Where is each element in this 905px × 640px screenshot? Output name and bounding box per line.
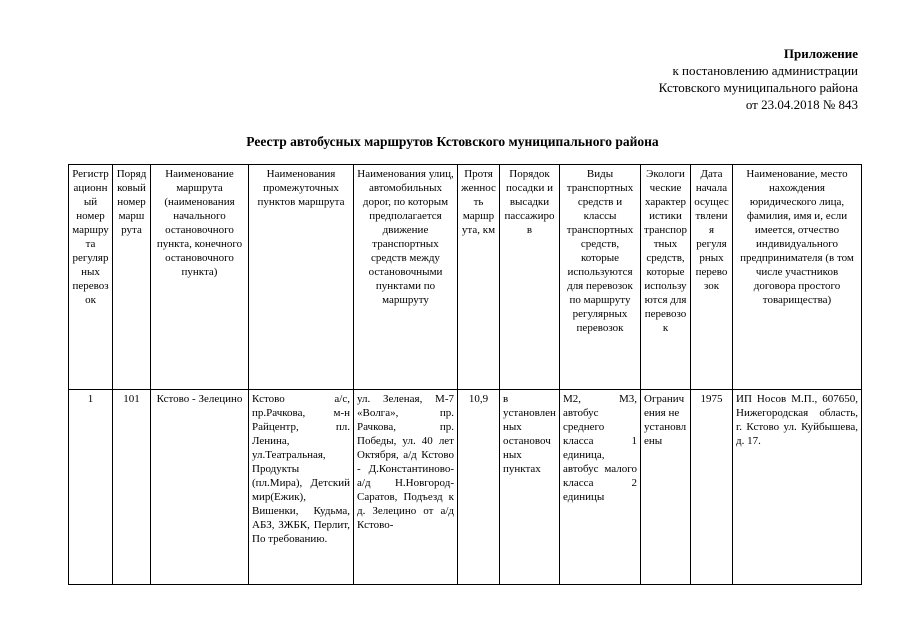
header-streets: Наименования улиц, автомобильных дорог, по которым предполагается движение транспортных средств между остановочными пунктами по маршруту (354, 165, 458, 390)
cell-boarding: в установленных остановочных пунктах (500, 390, 560, 585)
cell-vehicles: М2, М3, автобус среднего класса 1 единица, автобус малого класса 2 единицы (560, 390, 641, 585)
header-route-name: Наименование маршрута (наименования начального остановочного пункта, конечного остановочного пункта) (151, 165, 249, 390)
table-header-row (69, 165, 862, 390)
header-intermediate-points: Наименования промежуточных пунктов маршрута (249, 165, 354, 390)
cell-ecology: Ограничения не установлены (641, 390, 691, 585)
cell-route-name: Кстово - Зелецино (151, 390, 249, 585)
appendix-line-2: Кстовского муниципального района (658, 80, 858, 95)
cell-reg-number: 1 (69, 390, 113, 585)
header-boarding: Порядок посадки и высадки пассажиров (500, 165, 560, 390)
appendix-block (659, 45, 858, 113)
appendix-title: Приложение (783, 46, 858, 61)
header-reg-number: Регистрационный номер маршрута регулярных перевозок (69, 165, 113, 390)
header-vehicles: Виды транспортных средств и классы транспортных средств, которые используются для перевозок по маршруту регулярных перевозок (560, 165, 641, 390)
header-start-date: Дата начала осуществления регулярных перевозок (691, 165, 733, 390)
header-ecology: Экологические характеристики транспортных средств, которые используются для перевозок (641, 165, 691, 390)
cell-length: 10,9 (458, 390, 500, 585)
cell-start-date: 1975 (691, 390, 733, 585)
header-route-number: Порядковый номер маршрута (113, 165, 151, 390)
cell-carrier: ИП Носов М.П., 607650, Нижегородская область, г. Кстово ул. Куйбышева, д. 17. (733, 390, 862, 585)
cell-streets: ул. Зеленая, М-7 «Волга», пр. Рачкова, пр. Победы, ул. 40 лет Октября, а/д Кстово - Д.Константиново-а/д Н.Новгород-Саратов, Подъезд к д. Зелецино от а/д Кстово- (354, 390, 458, 585)
appendix-line-1: к постановлению администрации (672, 63, 858, 78)
document-title: Реестр автобусных маршрутов Кстовского муниципального района (246, 134, 659, 149)
cell-route-number: 101 (113, 390, 151, 585)
routes-table (68, 164, 862, 585)
cell-intermediate-points: Кстово а/с, пр.Рачкова, м-н Райцентр, пл. Ленина, ул.Театральная, Продукты (пл.Мира), Детский мир(Ежик), Вишенки, Кудьма, АБЗ, ЗЖБК, Перлит, По требованию. (249, 390, 354, 585)
appendix-line-3: от 23.04.2018 № 843 (745, 97, 858, 112)
header-carrier: Наименование, место нахождения юридического лица, фамилия, имя и, если имеется, отчество индивидуального предпринимателя (в том числе участников договора простого товарищества) (733, 165, 862, 390)
table-row (69, 390, 862, 585)
header-length: Протяженность маршрута, км (458, 165, 500, 390)
